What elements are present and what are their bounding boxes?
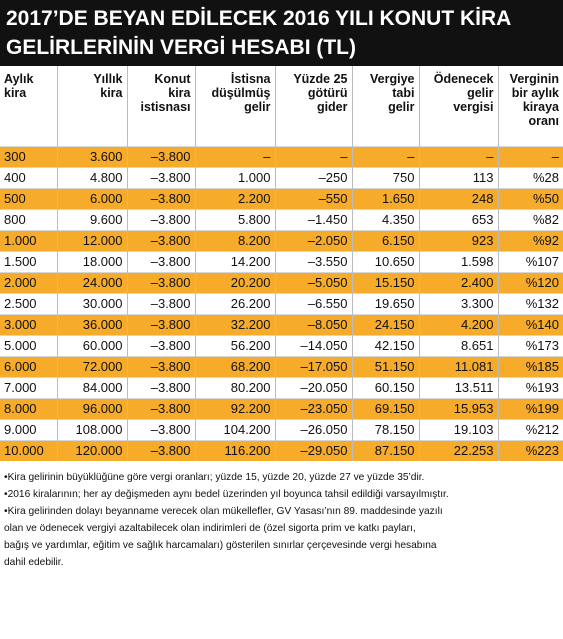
column-header-line: kira xyxy=(100,86,123,100)
table-cell: 2.000 xyxy=(0,272,57,293)
footnote-line: •2016 kiralarının; her ay değişmeden aynı bedel üzerinden yıl boyunca tahsil edildiği varsayılmıştır. xyxy=(4,489,449,500)
table-cell: %212 xyxy=(498,419,563,440)
column-header-line: Ödenecek xyxy=(433,72,494,86)
table-row xyxy=(0,230,563,251)
column-header-line: İstisna xyxy=(230,72,271,86)
table-row xyxy=(0,440,563,461)
table-cell: 8.651 xyxy=(419,335,498,356)
column-header xyxy=(498,66,563,146)
table-cell: %193 xyxy=(498,377,563,398)
table-cell: –3.800 xyxy=(127,230,195,251)
table-cell: 2.500 xyxy=(0,293,57,314)
table-cell: –2.050 xyxy=(275,230,352,251)
table-row xyxy=(0,272,563,293)
footnote-line: bağış ve yardımlar, eğitim ve sağlık harcamaları) gösterilen sınırlar çerçevesinde vergi hesabına xyxy=(4,540,437,551)
table-cell: 6.000 xyxy=(57,188,127,209)
table-cell: 2.200 xyxy=(195,188,275,209)
footnote-line: •Kira gelirinden dolayı beyanname verecek olan mükellefler, GV Yasası’nın 89. maddesinde yazılı xyxy=(4,506,443,517)
table-cell: %82 xyxy=(498,209,563,230)
table-cell: –8.050 xyxy=(275,314,352,335)
table-cell: 3.000 xyxy=(0,314,57,335)
table-cell: 8.200 xyxy=(195,230,275,251)
table-cell: – xyxy=(275,146,352,167)
table-cell: 13.511 xyxy=(419,377,498,398)
table-cell: %92 xyxy=(498,230,563,251)
column-header xyxy=(127,66,195,146)
table-cell: 248 xyxy=(419,188,498,209)
table-cell: 84.000 xyxy=(57,377,127,398)
table-cell: 500 xyxy=(0,188,57,209)
table-row xyxy=(0,419,563,440)
table-cell: 116.200 xyxy=(195,440,275,461)
table-cell: 1.500 xyxy=(0,251,57,272)
table-cell: 8.000 xyxy=(0,398,57,419)
table-cell: –3.550 xyxy=(275,251,352,272)
table-cell: %140 xyxy=(498,314,563,335)
table-cell: 108.000 xyxy=(57,419,127,440)
table-cell: 6.000 xyxy=(0,356,57,377)
table-cell: 72.000 xyxy=(57,356,127,377)
table-cell: –29.050 xyxy=(275,440,352,461)
table-cell: –3.800 xyxy=(127,314,195,335)
table-cell: 60.000 xyxy=(57,335,127,356)
table-cell: 42.150 xyxy=(352,335,419,356)
table-cell: 1.598 xyxy=(419,251,498,272)
table-cell: 20.200 xyxy=(195,272,275,293)
column-header xyxy=(275,66,352,146)
table-cell: –3.800 xyxy=(127,251,195,272)
table-cell: 19.103 xyxy=(419,419,498,440)
column-header-line: kira xyxy=(4,86,27,100)
column-header xyxy=(0,66,57,146)
table-cell: –3.800 xyxy=(127,272,195,293)
table-cell: 68.200 xyxy=(195,356,275,377)
table-cell: 9.600 xyxy=(57,209,127,230)
table-cell: 56.200 xyxy=(195,335,275,356)
table-cell: 22.253 xyxy=(419,440,498,461)
table-cell: 80.200 xyxy=(195,377,275,398)
title-line-1: 2017’DE BEYAN EDİLECEK 2016 YILI KONUT KİRA xyxy=(6,7,512,30)
footnote-line: dahil edebilir. xyxy=(4,557,64,568)
table-cell: –3.800 xyxy=(127,146,195,167)
table-header-row xyxy=(0,66,563,146)
table-row xyxy=(0,188,563,209)
table-cell: 300 xyxy=(0,146,57,167)
table-cell: –23.050 xyxy=(275,398,352,419)
column-header-line: gelir xyxy=(244,100,271,114)
table-cell: 653 xyxy=(419,209,498,230)
page-title xyxy=(0,0,563,66)
table-cell: 4.350 xyxy=(352,209,419,230)
table-cell: %199 xyxy=(498,398,563,419)
table-cell: 24.150 xyxy=(352,314,419,335)
footnote-line: •Kira gelirinin büyüklüğüne göre vergi oranları; yüzde 15, yüzde 20, yüzde 27 ve yüzde 35’dir. xyxy=(4,472,425,483)
column-header-line: istisnası xyxy=(140,100,191,114)
column-header-line: götürü xyxy=(307,86,348,100)
tax-table xyxy=(0,66,563,461)
table-cell: 400 xyxy=(0,167,57,188)
table-row xyxy=(0,146,563,167)
table-cell: 18.000 xyxy=(57,251,127,272)
table-row xyxy=(0,251,563,272)
table-cell: 92.200 xyxy=(195,398,275,419)
table-row xyxy=(0,167,563,188)
table-cell: 36.000 xyxy=(57,314,127,335)
table-cell: 113 xyxy=(419,167,498,188)
table-cell: %50 xyxy=(498,188,563,209)
table-cell: %132 xyxy=(498,293,563,314)
column-header-line: gelir xyxy=(467,86,494,100)
column-header-line: Yüzde 25 xyxy=(293,72,348,86)
table-cell: 24.000 xyxy=(57,272,127,293)
table-cell: 87.150 xyxy=(352,440,419,461)
column-header-line: vergisi xyxy=(453,100,494,114)
column-header-line: Konut xyxy=(154,72,191,86)
table-row xyxy=(0,335,563,356)
column-header-line: Yıllık xyxy=(93,72,123,86)
table-row xyxy=(0,314,563,335)
title-line-2: GELİRLERİNİN VERGİ HESABI (TL) xyxy=(6,36,357,59)
table-cell: 5.000 xyxy=(0,335,57,356)
table-cell: 1.000 xyxy=(0,230,57,251)
table-cell: 19.650 xyxy=(352,293,419,314)
table-cell: 1.000 xyxy=(195,167,275,188)
table-cell: –3.800 xyxy=(127,356,195,377)
table-cell: 7.000 xyxy=(0,377,57,398)
table-cell: 4.800 xyxy=(57,167,127,188)
table-cell: – xyxy=(419,146,498,167)
table-cell: 26.200 xyxy=(195,293,275,314)
table-cell: 51.150 xyxy=(352,356,419,377)
table-cell: – xyxy=(352,146,419,167)
table-cell: 5.800 xyxy=(195,209,275,230)
column-header xyxy=(419,66,498,146)
table-cell: – xyxy=(195,146,275,167)
table-cell: –250 xyxy=(275,167,352,188)
table-cell: %173 xyxy=(498,335,563,356)
table-cell: %223 xyxy=(498,440,563,461)
table-cell: 9.000 xyxy=(0,419,57,440)
table-cell: 750 xyxy=(352,167,419,188)
table-cell: 12.000 xyxy=(57,230,127,251)
column-header xyxy=(352,66,419,146)
column-header-line: düşülmüş xyxy=(211,86,271,100)
table-cell: 10.000 xyxy=(0,440,57,461)
column-header-line: kiraya xyxy=(522,100,559,114)
table-cell: –3.800 xyxy=(127,167,195,188)
column-header-line: oranı xyxy=(528,114,559,128)
table-cell: %28 xyxy=(498,167,563,188)
table-cell: 32.200 xyxy=(195,314,275,335)
table-cell: 60.150 xyxy=(352,377,419,398)
column-header-line: gelir xyxy=(388,100,415,114)
table-row xyxy=(0,209,563,230)
table-cell: 3.300 xyxy=(419,293,498,314)
table-cell: –6.550 xyxy=(275,293,352,314)
table-cell: 69.150 xyxy=(352,398,419,419)
table-cell: 14.200 xyxy=(195,251,275,272)
table-cell: 10.650 xyxy=(352,251,419,272)
table-cell: 4.200 xyxy=(419,314,498,335)
table-cell: %107 xyxy=(498,251,563,272)
column-header-line: Verginin xyxy=(509,72,559,86)
table-cell: 78.150 xyxy=(352,419,419,440)
table-cell: 120.000 xyxy=(57,440,127,461)
column-header xyxy=(57,66,127,146)
table-cell: –20.050 xyxy=(275,377,352,398)
table-cell: –5.050 xyxy=(275,272,352,293)
table-cell: –3.800 xyxy=(127,335,195,356)
table-cell: –3.800 xyxy=(127,377,195,398)
table-cell: –3.800 xyxy=(127,293,195,314)
table-cell: 15.953 xyxy=(419,398,498,419)
column-header xyxy=(195,66,275,146)
table-cell: 30.000 xyxy=(57,293,127,314)
table-cell: 2.400 xyxy=(419,272,498,293)
table-cell: –3.800 xyxy=(127,440,195,461)
table-cell: –14.050 xyxy=(275,335,352,356)
table-cell: 3.600 xyxy=(57,146,127,167)
column-header-line: tabi xyxy=(392,86,415,100)
table-row xyxy=(0,377,563,398)
column-header-line: bir aylık xyxy=(511,86,559,100)
table-cell: –550 xyxy=(275,188,352,209)
table-cell: –3.800 xyxy=(127,419,195,440)
table-cell: –1.450 xyxy=(275,209,352,230)
footnote-line: olan ve ödenecek vergiyi azaltabilecek olan indirimleri de (özel sigorta prim ve katkı payları, xyxy=(4,523,416,534)
table-row xyxy=(0,398,563,419)
table-cell: –26.050 xyxy=(275,419,352,440)
footnotes xyxy=(0,461,563,571)
column-header-line: gider xyxy=(316,100,348,114)
table-cell: 11.081 xyxy=(419,356,498,377)
table-cell: 6.150 xyxy=(352,230,419,251)
column-header-line: Aylık xyxy=(4,72,34,86)
table-cell: –3.800 xyxy=(127,209,195,230)
column-header-line: Vergiye xyxy=(370,72,415,86)
table-cell: %185 xyxy=(498,356,563,377)
column-header-line: kira xyxy=(168,86,191,100)
table-row xyxy=(0,356,563,377)
table-cell: –17.050 xyxy=(275,356,352,377)
table-cell: 96.000 xyxy=(57,398,127,419)
table-cell: 15.150 xyxy=(352,272,419,293)
table-cell: – xyxy=(498,146,563,167)
table-cell: 1.650 xyxy=(352,188,419,209)
table-cell: %120 xyxy=(498,272,563,293)
table-row xyxy=(0,293,563,314)
table-cell: 800 xyxy=(0,209,57,230)
table-cell: –3.800 xyxy=(127,188,195,209)
table-cell: 923 xyxy=(419,230,498,251)
table-cell: –3.800 xyxy=(127,398,195,419)
table-cell: 104.200 xyxy=(195,419,275,440)
